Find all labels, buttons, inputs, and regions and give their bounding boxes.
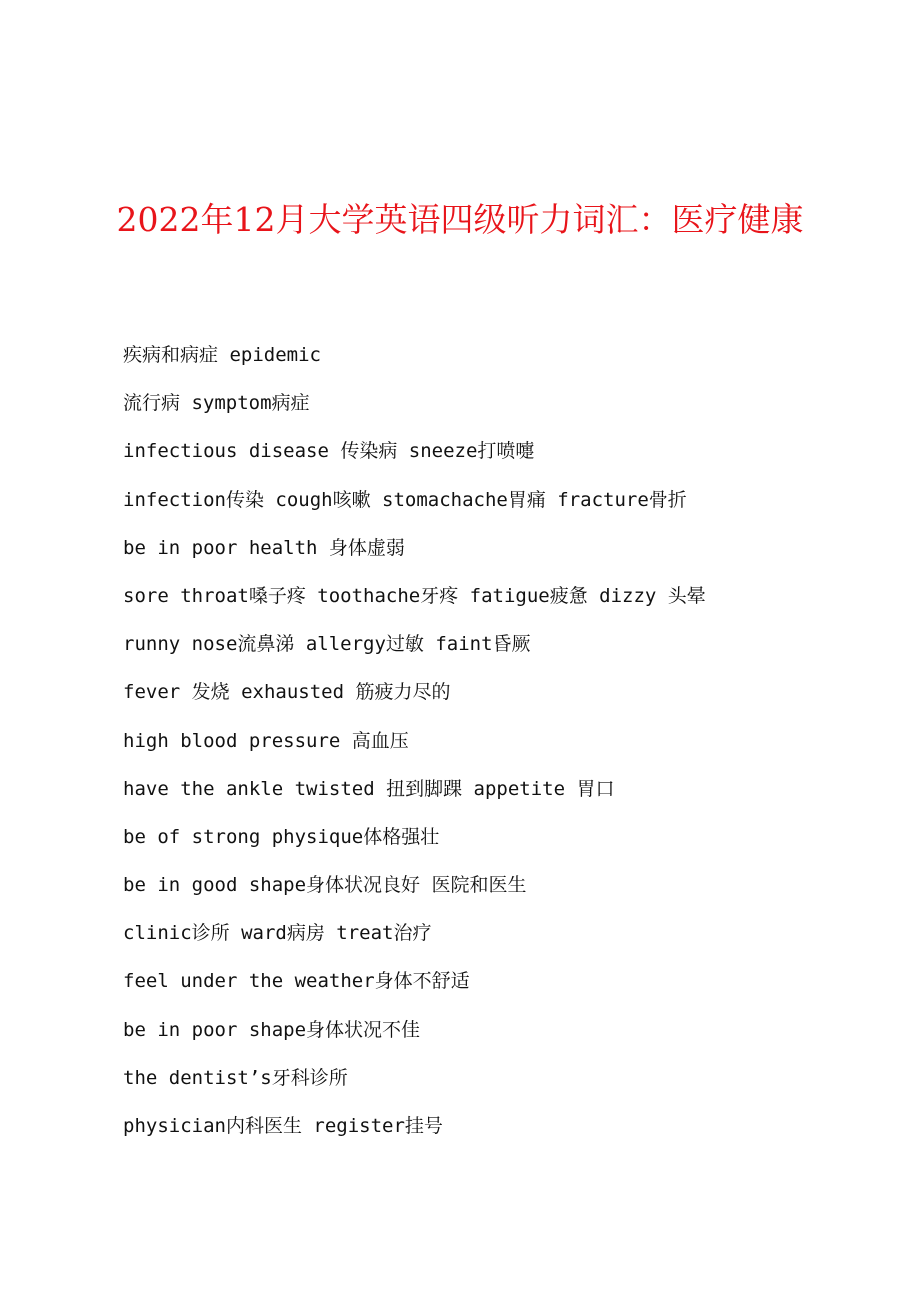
vocabulary-line: feel under the weather身体不舒适 — [123, 970, 470, 993]
vocabulary-line: fever 发烧 exhausted 筋疲力尽的 — [123, 681, 451, 704]
vocabulary-line: clinic诊所 ward病房 treat治疗 — [123, 922, 432, 945]
vocabulary-line: infection传染 cough咳嗽 stomachache胃痛 fracture骨折 — [123, 488, 687, 511]
vocabulary-line: be in poor shape身体状况不佳 — [123, 1018, 421, 1041]
vocabulary-line: infectious disease 传染病 sneeze打喷嚏 — [123, 440, 535, 463]
vocabulary-line: physician内科医生 register挂号 — [123, 1115, 443, 1137]
vocabulary-line: the dentist’s牙科诊所 — [123, 1066, 348, 1089]
vocabulary-line: have the ankle twisted 扭到脚踝 appetite 胃口 — [123, 777, 615, 800]
vocabulary-line: 流行病 symptom病症 — [123, 392, 310, 415]
vocabulary-line: be in poor health 身体虚弱 — [123, 536, 405, 559]
document-title: 2022年12月大学英语四级听力词汇：医疗健康 — [116, 200, 804, 239]
vocabulary-line: 疾病和病症 epidemic — [123, 344, 321, 366]
vocabulary-list — [123, 338, 823, 1157]
vocabulary-line: be of strong physique体格强壮 — [123, 825, 440, 848]
vocabulary-line: high blood pressure 高血压 — [123, 729, 409, 752]
vocabulary-line: runny nose流鼻涕 allergy过敏 faint昏厥 — [123, 633, 531, 656]
vocabulary-line: be in good shape身体状况良好 医院和医生 — [123, 874, 527, 897]
vocabulary-line: sore throat嗓子疼 toothache牙疼 fatigue疲惫 dizzy 头晕 — [123, 584, 706, 607]
